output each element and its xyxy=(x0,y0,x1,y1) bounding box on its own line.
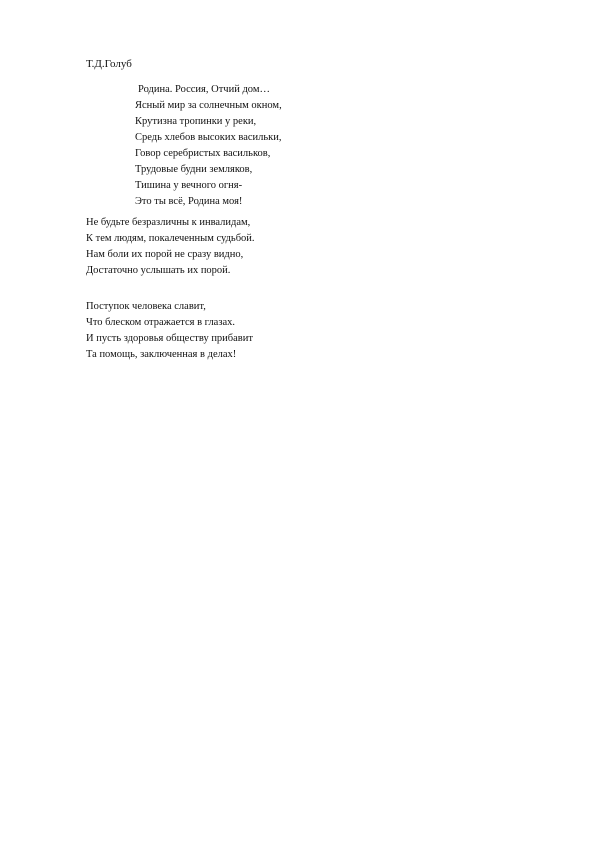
poem-line: Нам боли их порой не сразу видно, xyxy=(86,249,244,260)
poem-line: Не будьте безразличны к инвалидам, xyxy=(86,217,251,228)
author-name: Т.Д.Голуб xyxy=(86,58,132,70)
poem-line: Ясный мир за солнечным окном, xyxy=(135,100,282,111)
poem-stanza-1 xyxy=(135,82,282,210)
poem-stanza-2 xyxy=(86,215,255,279)
poem-line: К тем людям, покалеченным судьбой. xyxy=(86,233,255,244)
poem-line: Это ты всё, Родина моя! xyxy=(135,196,243,207)
poem-line: Та помощь, заключенная в делах! xyxy=(86,349,237,360)
poem-line: И пусть здоровья обществу прибавит xyxy=(86,333,253,344)
poem-line: Говор серебристых васильков, xyxy=(135,148,271,159)
poem-line: Поступок человека славит, xyxy=(86,301,206,312)
poem-line: Средь хлебов высоких васильки, xyxy=(135,132,282,143)
poem-line: Достаточно услышать их порой. xyxy=(86,265,231,276)
poem-line: Трудовые будни земляков, xyxy=(135,164,253,175)
poem-line: Родина. Россия, Отчий дом… xyxy=(138,84,270,95)
poem-line: Крутизна тропинки у реки, xyxy=(135,116,257,127)
poem-line: Тишина у вечного огня- xyxy=(135,180,243,191)
poem-stanza-3 xyxy=(86,299,253,363)
poem-line: Что блеском отражается в глазах. xyxy=(86,317,236,328)
